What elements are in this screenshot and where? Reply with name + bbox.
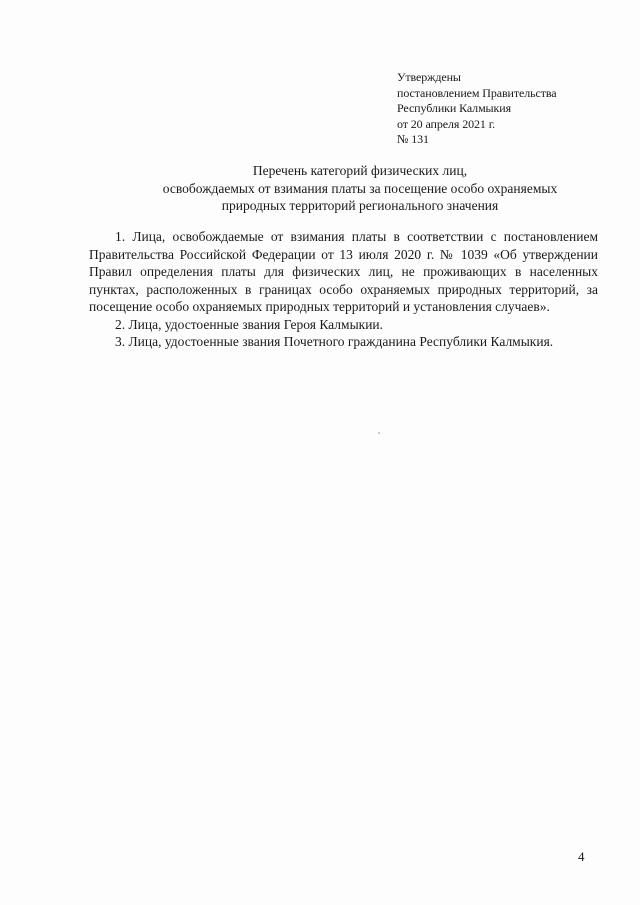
approval-line: Республики Калмыкия (397, 101, 511, 115)
document-body (89, 228, 598, 351)
scan-speck (378, 432, 380, 434)
list-item: 3. Лица, удостоенные звания Почетного гражданина Республики Калмыкия. (115, 334, 554, 349)
title-line: Перечень категорий физических лиц, (252, 163, 468, 178)
approval-block (397, 70, 597, 148)
page-number: 4 (578, 849, 585, 864)
approval-line: Утверждены (397, 70, 461, 84)
approval-number: № 131 (397, 132, 429, 146)
list-item: 2. Лица, удостоенные звания Героя Калмыкии. (115, 316, 384, 332)
document-title (100, 162, 620, 215)
title-line: природных территорий регионального значения (221, 198, 499, 213)
title-line: освобождаемых от взимания платы за посещение особо охраняемых (162, 180, 558, 196)
list-item: 1. Лица, освобождаемые от взимания платы в соответствии с постановлением Правительства Российской Федерации от 13 июля 2020 г. № 1039 «Об утверждении Правил определения платы для физических лиц, не проживающих в населенных пунктах, расположенных в границах особо охраняемых природных территорий, за посещение особо охраняемых природных территорий и установления случаев». (89, 229, 598, 314)
approval-date: от 20 апреля 2021 г. (397, 116, 496, 131)
approval-line: постановлением Правительства (397, 85, 557, 100)
